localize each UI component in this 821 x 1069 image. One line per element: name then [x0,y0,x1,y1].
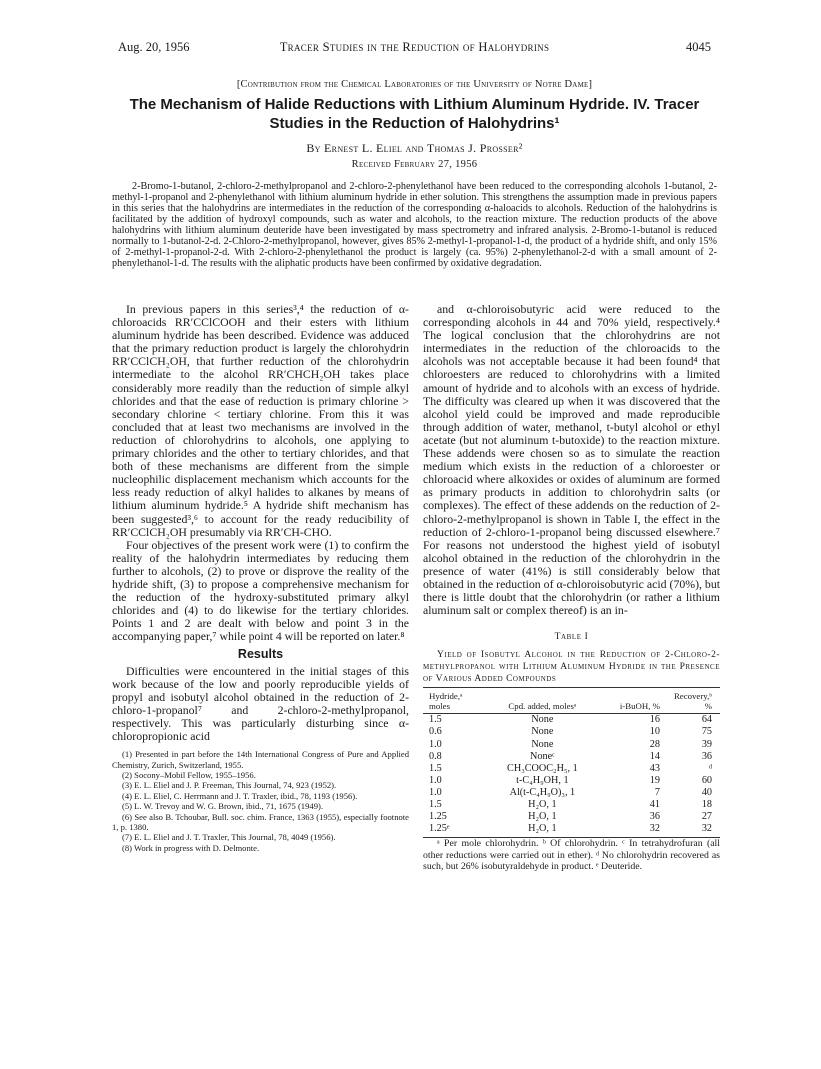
table-caption: Yield of Isobutyl Alcohol in the Reduction of 2-Chloro-2-methylpropanol with Lithium Aluminum Hydride in the Presence of Various Added Compounds [423,650,720,685]
table-cell: ᵈ [708,762,712,774]
table-row [423,775,720,787]
table-cell: 32 [649,823,660,835]
table-row [423,799,720,811]
table-cell: 64 [701,714,712,726]
table-row [423,726,720,738]
table-cell: 1.25 [429,811,447,823]
table-cell: 1.0 [429,738,442,750]
table-row [423,739,720,751]
abstract: 2-Bromo-1-butanol, 2-chloro-2-methylpropanol and 2-chloro-2-phenylethanol have been reduced to the corresponding alcohols 1-butanol, 2-methyl-1-propanol and 2-phenylethanol with lithium aluminum hydride in ether solution. This strengthens the assumption made in previous papers in this series that the halohydrins are intermediates in the reduction of the corresponding α-haloacids to alcohols. Reduction of the halohydrins is facilitated by the addition of hydroxyl compounds, such as water and alcohols, to the reaction mixture. The reduction products of the above halohydrins with lithium aluminum deuteride have been investigated by mass spectrometry and infrared analysis. 2-Bromo-1-butanol is reduced normally to 1-butanol-2-d. 2-Chloro-2-methylpropanol, however, gives 85% 2-methyl-1-propanol-1-d, the product of a hydride shift, and only 15% of 2-methyl-1-propanol-2-d. With 2-chloro-2-phenylethanol the product is largely (ca. 95%) 2-phenylethanol-2-d with a small amount of 2-phenylethanol-1-d. The results with the aliphatic products have been confirmed by oxidative degradation. [112,181,717,269]
table-cell: Al(t-C₄H₉O)₃, 1 [509,786,576,798]
table-row [423,787,720,799]
data-table [423,689,720,835]
footnote: (7) E. L. Eliel and J. T. Traxler, This Journal, 78, 4049 (1956). [122,832,336,843]
table-label: Table I [554,632,589,643]
table-cell: 32 [701,823,712,835]
table-cell: H₂O, 1 [528,823,557,835]
table-row [423,811,720,823]
table-cell: CH₃COOC₂H₅, 1 [507,762,578,774]
contribution-line: [Contribution from the Chemical Laboratories of the University of Notre Dame] [236,79,593,90]
footnote: (6) See also B. Tchoubar, Bull. soc. chim. France, 1363 (1955), especially footnote 1, p. 1380. [112,811,409,832]
column-header: Cpd. added, molesᵃ [482,689,602,714]
table-cell: None [531,714,554,726]
table-cell: 75 [701,726,712,738]
discussion-paragraph: and α-chloroisobutyric acid were reduced to the corresponding alcohols in 44 and 70% yield, respectively.⁴ The logical conclusion that the chlorohydrins are not intermediates in the reduction of the chloroacids to the alcohols was not acceptable because it had been found⁴ that chloroesters are reduced to chlorohydrins with a limited amount of hydride and to alcohols with an excess of hydride. The difficulty was cleared up when it was discovered that the alcohol yield could be improved and made reproducible through addition of water, methanol, t-butyl alcohol or ethyl acetate (but not aluminum t-butoxide) to the reaction mixture. These addends were chosen so as to simulate the reaction medium which exists in the reduction of a chloroester or chloroacid where alkoxides or oxides of aluminum are formed as primary products in addition to chlorohydrin salts (or complexes). The effect of these addends on the reduction of 2-chloro-2-methylpropanol is shown in Table I, the effect in the reduction of 2-chloro-1-propanol being discussed elsewhere.⁷ For reasons not understood the highest yield of isobutyl alcohol obtained in the reduction of the chlorohydrin in the presence of water (41%) is still considerably below that obtained in the reduction of α-chloroisobutyric acid (70%), but there is little doubt that the chlorohydrin (or rather a lithium aluminum salt or complex thereof) is an in- [423,302,720,618]
table-cell: 1.0 [429,774,442,786]
table-cell: t-C₄H₉OH, 1 [516,774,569,786]
table-cell: 36 [649,811,660,823]
table-row [423,763,720,775]
table-cell: H₂O, 1 [528,811,557,823]
table-cell: 0.8 [429,750,442,762]
table-cell: 36 [701,750,712,762]
footnote: (1) Presented in part before the 14th International Congress of Pure and Applied Chemistry, Zurich, Switzerland, 1955. [112,749,409,770]
footnote: (8) Work in progress with D. Delmonte. [122,842,260,853]
table-cell: 0.6 [429,726,442,738]
table-cell: 1.5 [429,799,442,810]
table-row [423,823,720,835]
table-cell: 27 [701,811,712,823]
right-column [423,303,720,873]
results-paragraph: Difficulties were encountered in the initial stages of this work because of the low and poorly reproducible yields of propyl and isobutyl alcohol obtained in the reduction of 2-chloro-1-propanol⁷ and 2-chloro-2-methylpropanol, respectively. This was particularly disturbing since α-chloropropionic acid [112,663,409,743]
table-footnotes: ᵃ Per mole chlorohydrin. ᵇ Of chlorohydrin. ᶜ In tetrahydrofuran (all other reductions were carried out in ether). ᵈ No chlorohydrin recovered as such, but 26% isobutyraldehyde in product. ᵉ Deuteride. [423,838,720,873]
table-cell: 43 [649,762,660,774]
table-cell: None [531,726,554,738]
column-header: Recovery,ᵇ % [672,689,720,714]
running-head-title: Tracer Studies in the Reduction of Halohydrins [279,40,550,54]
table-cell: 16 [649,714,660,726]
table-cell: 14 [649,750,660,762]
table-cell: 41 [649,799,660,810]
table-cell: 28 [649,738,660,750]
table-cell: Noneᶜ [530,750,555,762]
table-cell: None [531,738,554,750]
table-cell: 39 [701,738,712,750]
left-column [112,303,409,853]
column-header: Hydride,ᵃ moles [423,689,482,714]
table-row [423,751,720,763]
table-cell: 1.25ᵉ [429,823,450,835]
table-cell: 10 [649,726,660,738]
table-cell: 1.5 [429,762,442,774]
footnote: (2) Socony–Mobil Fellow, 1955–1956. [122,769,256,780]
table-top-rule [423,687,720,688]
table-cell: 40 [701,786,712,798]
footnote: (4) E. L. Eliel, C. Herrmann and J. T. Traxler, ibid., 78, 1193 (1956). [122,790,358,801]
footnote: (5) L. W. Trevoy and W. G. Brown, ibid., 71, 1675 (1949). [122,801,323,812]
page-number: 4045 [686,40,711,54]
intro-paragraph: In previous papers in this series³,⁴ the reduction of α-chloroacids RR′CClCOOH and their esters with lithium aluminum hydride has been described. Evidence was adduced that the primary reduction product is largely the chlorohydrin RR′CClCH₂OH, that further reduction of the chlorohydrin intermediate to the alcohol RR′CHCH₂OH takes place considerably more readily than the reduction of simple alkyl chlorides and that the ease of reduction is primary chlorine > secondary chlorine < tertiary chlorine. From this it was concluded that at least two mechanisms are involved in the reduction of chlorohydrins to alcohols, one applying to primary chlorides and the other to tertiary chlorides, and that both of these mechanisms are different from the simple nucleophilic displacement mechanism which accounts for the less ready reduction of alkyl halides to alkanes by means of lithium aluminum hydride.⁵ A hydride shift mechanism has been suggested³,⁶ to account for the ready reducibility of RR′CClCH₂OH presumably via RR′CH-CHO. [112,302,409,539]
table-cell: 60 [701,774,712,786]
author-byline: By Ernest L. Eliel and Thomas J. Prosser² [306,141,523,155]
table-header-row [423,689,720,714]
table-cell: H₂O, 1 [528,799,557,810]
table-cell: 7 [654,786,660,798]
running-head-date: Aug. 20, 1956 [118,40,190,54]
footnote: (3) E. L. Eliel and J. P. Freeman, This Journal, 74, 923 (1952). [122,780,337,791]
table-cell: 1.5 [429,714,442,726]
table-cell: 1.0 [429,786,442,798]
running-head [118,40,711,58]
received-date: Received February 27, 1956 [351,159,478,170]
results-heading: Results [237,647,284,662]
article-title: The Mechanism of Halide Reductions with Lithium Aluminum Hydride. IV. Tracer Studies in the Reduction of Halohydrins¹ [129,96,700,132]
column-header: i-BuOH, % [602,689,672,714]
table-cell: 19 [649,774,660,786]
table-cell: 18 [701,799,712,810]
footnotes [112,749,409,853]
table-row [423,714,720,727]
objectives-paragraph: Four objectives of the present work were (1) to confirm the reality of the halohydrin intermediates by reducing them further to alcohols, (2) to prove or disprove the reality of the hydride shift, (3) to propose a comprehensive mechanism for the reduction of the hydroxy-substituted primary alkyl chlorides and (4) to do likewise for the tertiary chlorides. Points 1 and 2 are dealt with below and point 3 in the accompanying paper,⁷ while point 4 will be reported on later.⁸ [112,537,409,644]
